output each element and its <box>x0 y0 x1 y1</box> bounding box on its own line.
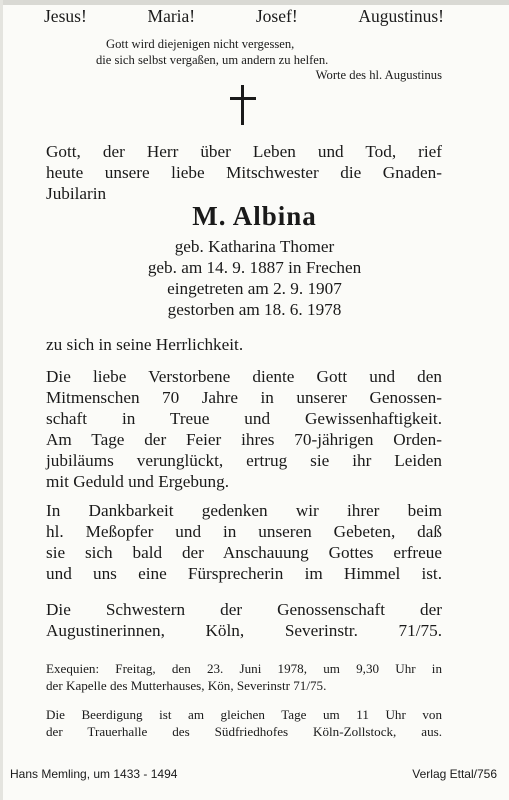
paragraph-line: hl. Meßopfer und in unseren Gebeten, daß <box>46 522 442 541</box>
artist-credit: Hans Memling, um 1433 - 1494 <box>10 767 178 781</box>
paragraph-line: In Dankbarkeit gedenken wir ihrer beim <box>46 501 442 520</box>
intro-line: Jubilarin <box>46 184 107 203</box>
intro-line: heute unsere liebe Mitschwester die Gnaden- <box>46 163 442 182</box>
quote-line: die sich selbst vergaßen, um andern zu helfen. <box>96 52 329 67</box>
burial-line: Die Beerdigung ist am gleichen Tage um 11 Uhr von <box>46 707 442 722</box>
paragraph-line: jubiläums verunglückt, ertrug sie ihr Leiden <box>46 451 442 470</box>
death-date: gestorben am 18. 6. 1978 <box>167 300 342 319</box>
intro-line: Gott, der Herr über Leben und Tod, rief <box>46 142 442 161</box>
signature-block <box>46 599 442 641</box>
glory-line: zu sich in seine Herrlichkeit. <box>46 335 244 354</box>
paragraph-line: Die liebe Verstorbene diente Gott und den <box>46 367 442 386</box>
paragraph-prayer <box>46 500 442 584</box>
deceased-name: M. Albina <box>192 201 317 231</box>
invocation-jesus: Jesus! <box>44 6 87 26</box>
paragraph-line: Mitmenschen 70 Jahre in unserer Genossen- <box>46 388 442 407</box>
intro-paragraph <box>46 141 442 204</box>
paragraph-line: Am Tage der Feier ihres 70-jährigen Orden- <box>46 430 442 449</box>
quote-line: Gott wird diejenigen nicht vergessen, <box>106 37 295 51</box>
burial-notice <box>46 707 442 740</box>
paragraph-service <box>46 366 442 492</box>
cross-icon <box>230 85 256 125</box>
scan-edge-top <box>0 0 509 5</box>
invocation-header <box>44 6 444 27</box>
paragraph-line: mit Geduld und Ergebung. <box>46 472 229 491</box>
signature-line: Die Schwestern der Genossenschaft der <box>46 600 442 619</box>
paragraph-line: sie sich bald der Anschauung Gottes erfreue <box>46 543 442 562</box>
signature-line: Augustinerinnen, Köln, Severinstr. 71/75. <box>46 621 442 640</box>
augustinus-quote <box>96 37 442 84</box>
invocation-josef: Josef! <box>255 6 298 26</box>
exequien-line: der Kapelle des Mutterhauses, Kön, Severinstr 71/75. <box>46 677 327 693</box>
quote-attribution: Worte des hl. Augustinus <box>315 68 442 82</box>
invocation-maria: Maria! <box>147 6 196 26</box>
burial-line: der Trauerhalle des Südfriedhofes Köln-Zollstock, aus. <box>46 723 442 739</box>
invocation-augustinus: Augustinus! <box>358 6 444 26</box>
deceased-details <box>0 236 509 320</box>
entry-date: eingetreten am 2. 9. 1907 <box>167 279 342 298</box>
birth-date: geb. am 14. 9. 1887 in Frechen <box>147 258 362 277</box>
exequien-notice <box>46 661 442 694</box>
scan-edge-left <box>0 0 3 800</box>
exequien-line: Exequien: Freitag, den 23. Juni 1978, um 9,30 Uhr in <box>46 661 442 676</box>
publisher-credit: Verlag Ettal/756 <box>412 767 497 781</box>
birth-name: geb. Katharina Thomer <box>174 237 335 256</box>
paragraph-line: und uns eine Fürsprecherin im Himmel ist. <box>46 564 442 583</box>
paragraph-line: schaft in Treue und Gewissenhaftigkeit. <box>46 409 442 428</box>
